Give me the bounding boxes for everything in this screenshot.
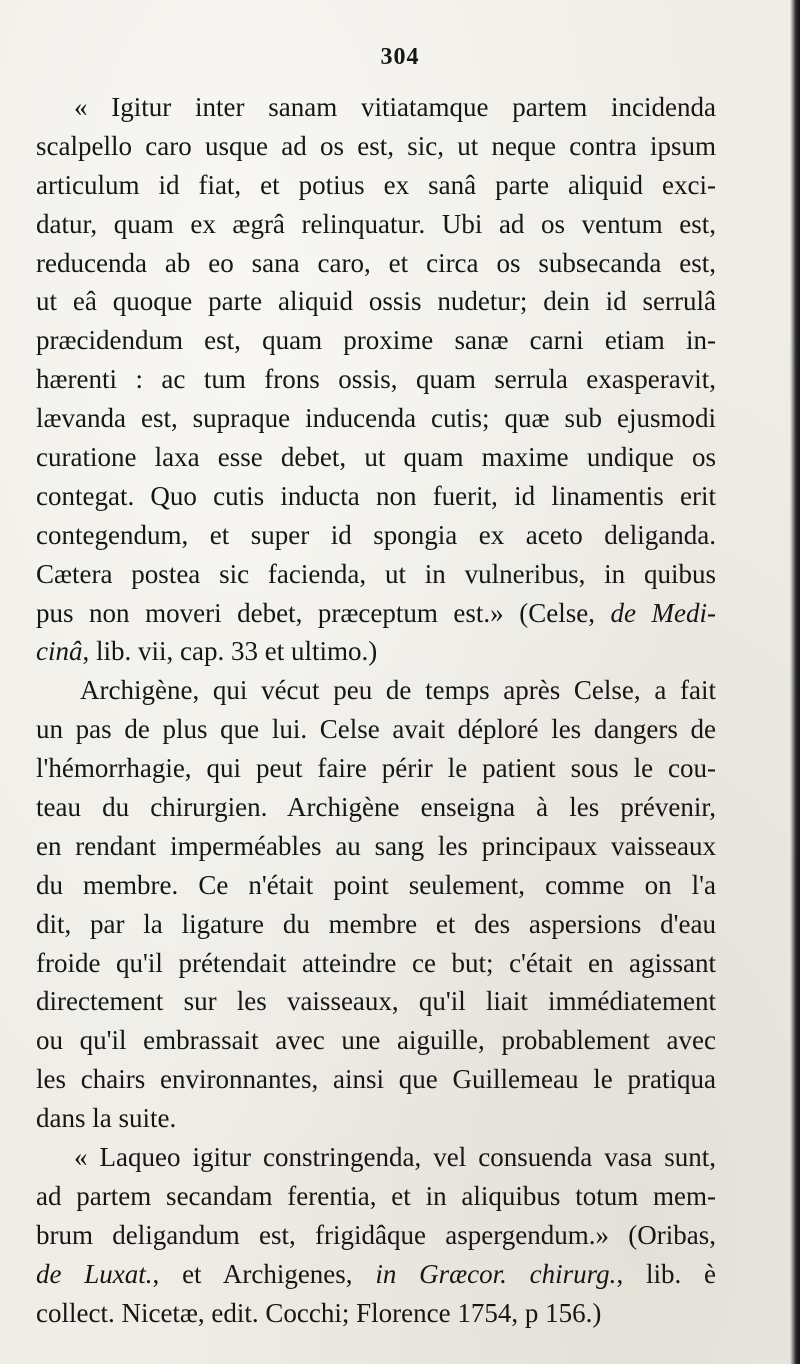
text-fragment: , lib. è [616,1258,716,1289]
text-line: contegat. Quo cutis inducta non fuerit, id linamentis erit [36,480,716,511]
text-line: brum deligandum est, frigidâque aspergendum.» (Oribas, [36,1219,716,1250]
text-line: ou qu'il embrassait avec une aiguille, probablement avec [36,1025,716,1056]
page-edge-shadow [790,0,800,1364]
text-fragment: , et Archigenes, [152,1258,376,1289]
text-line: reducenda ab eo sana caro, et circa os subsecanda est, [36,247,716,278]
text-line: collect. Nicetæ, edit. Cocchi; Florence 1754, p 156.) [36,1297,602,1328]
text-line: directement sur les vaisseaux, qu'il liait immédiatement [36,986,716,1017]
page-number: 304 [380,44,420,70]
text-line: un pas de plus que lui. Celse avait déploré les dangers de [36,714,716,745]
text-line: lævanda est, supraque inducenda cutis; quæ sub ejusmodi [36,403,716,434]
text-line [36,632,716,671]
text-line: contegendum, et super id spongia ex aceto deliganda. [36,519,716,550]
text-line: « Laqueo igitur constringenda, vel consuenda vasa sunt, [74,1142,716,1173]
text-line: articulum id fiat, et potius ex sanâ parte aliquid exci- [36,169,716,200]
text-line: scalpello caro usque ad os est, sic, ut neque contra ipsum [36,130,716,161]
italic-title: cinâ [36,636,83,667]
text-line: « Igitur inter sanam vitiatamque partem incidenda [74,92,716,122]
text-line: dit, par la ligature du membre et des aspersions d'eau [36,908,716,939]
page-text [36,88,716,1333]
text-line: les chairs environnantes, ainsi que Guillemeau le pratiqua [36,1064,716,1095]
text-line: en rendant imperméables au sang les principaux vaisseaux [36,830,716,861]
text-line: Archigène, qui vécut peu de temps après Celse, a fait [80,675,716,706]
text-line: du membre. Ce n'était point seulement, comme on l'a [36,869,716,900]
text-fragment: pus non moveri debet, præceptum est.» (Celse, [36,597,611,628]
text-line: teau du chirurgien. Archigène enseigna à les prévenir, [36,792,716,823]
italic-title: de Medi- [610,597,717,628]
text-line: dans la suite. [36,1103,177,1134]
italic-title: de Luxat. [36,1258,153,1289]
text-fragment: , lib. vii, cap. 33 et ultimo.) [82,636,378,667]
text-line: hærenti : ac tum frons ossis, quam serrula exasperavit, [36,364,716,395]
text-line: l'hémorrhagie, qui peut faire périr le patient sous le cou- [36,753,716,784]
text-line: datur, quam ex ægrâ relinquatur. Ubi ad os ventum est, [36,208,716,239]
text-line [36,594,716,633]
text-line: Cætera postea sic facienda, ut in vulneribus, in quibus [36,558,716,589]
text-line: præcidendum est, quam proxime sanæ carni etiam in- [36,325,716,356]
text-line: ad partem secandam ferentia, et in aliquibus totum mem- [36,1180,716,1211]
italic-title: in Græcor. chirurg. [375,1258,617,1289]
text-line [36,1255,716,1294]
text-line: ut eâ quoque parte aliquid ossis nudetur; dein id serrulâ [36,286,716,317]
text-line: curatione laxa esse debet, ut quam maxime undique os [36,442,716,473]
text-line: froide qu'il prétendait atteindre ce but; c'était en agissant [36,947,716,978]
